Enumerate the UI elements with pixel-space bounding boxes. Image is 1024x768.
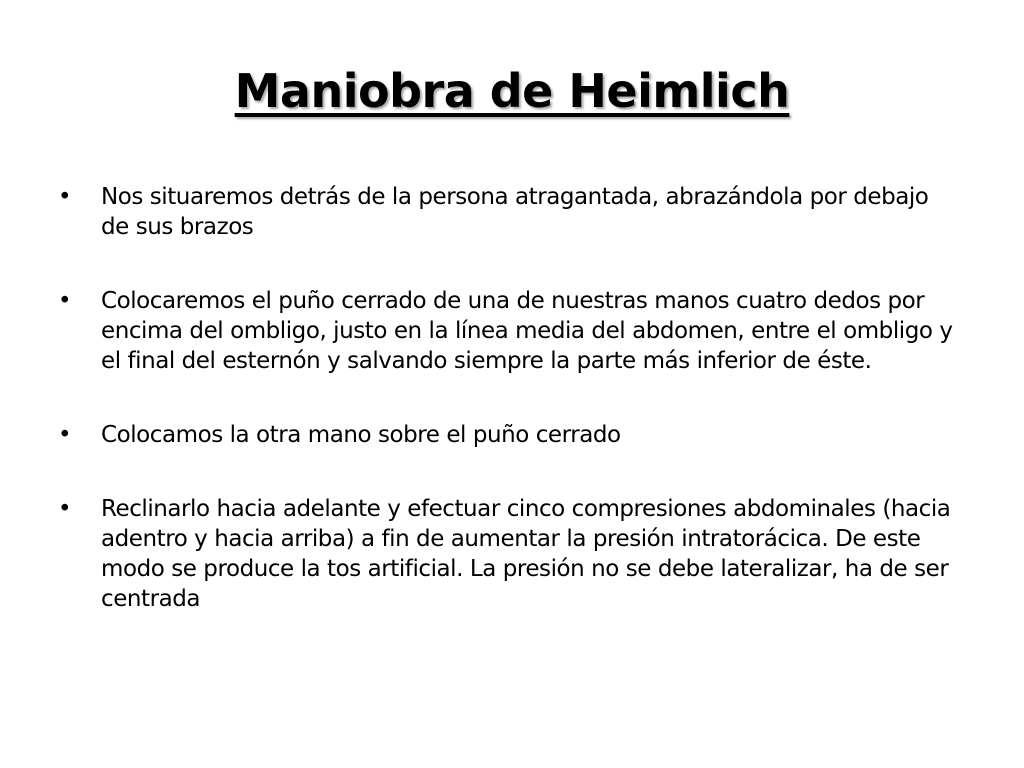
bullet-text: Colocamos la otra mano sobre el puño cerrado	[101, 422, 621, 448]
bullet-text: Reclinarlo hacia adelante y efectuar cinco compresiones abdominales (hacia adentro y hacia arriba) a fin de aumentar la presión intratorácica. De este modo se produce la tos artificial. La presión no se debe lateralizar, ha de ser centrada	[101, 496, 951, 612]
bullet-dot-icon: •	[58, 422, 72, 448]
list-item	[58, 494, 958, 614]
list-item	[58, 182, 958, 242]
bullet-text: Colocaremos el puño cerrado de una de nuestras manos cuatro dedos por encima del ombligo, justo en la línea media del abdomen, entre el ombligo y el final del esternón y salvando siempre la parte más inferior de éste.	[101, 288, 953, 374]
bullet-dot-icon: •	[58, 184, 72, 210]
bullet-text: Nos situaremos detrás de la persona atragantada, abrazándola por debajo de sus brazos	[101, 184, 929, 240]
slide-title: Maniobra de Heimlich	[234, 64, 790, 118]
bullet-dot-icon: •	[58, 288, 72, 314]
bullet-dot-icon: •	[58, 496, 72, 522]
list-item	[58, 420, 958, 450]
list-item	[58, 286, 958, 376]
bullet-list	[58, 182, 958, 614]
